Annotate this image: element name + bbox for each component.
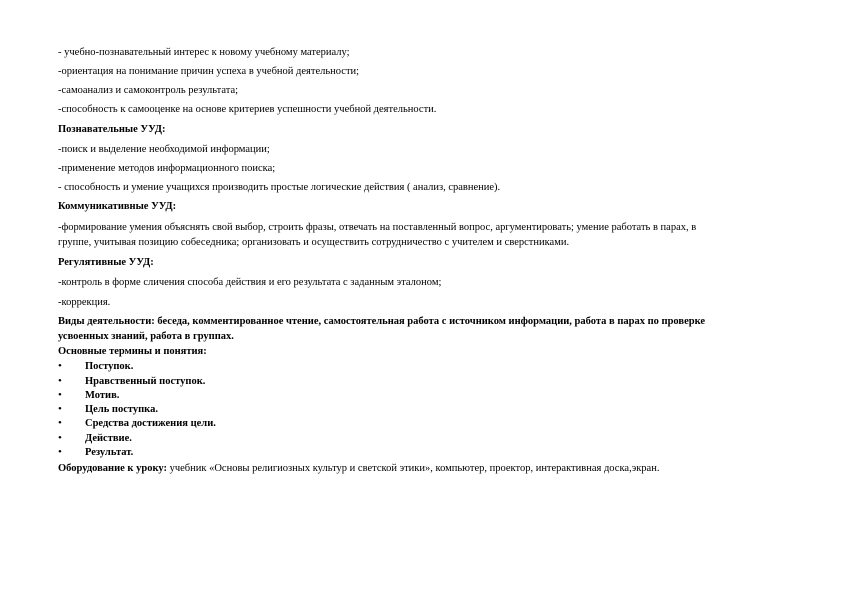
regulative-heading: Регулятивные УУД: [58, 257, 154, 268]
cognitive-line-3: - способность и умение учащихся производить простые логические действия ( анализ, сравнение). [58, 182, 501, 193]
cognitive-line-1: -поиск и выделение необходимой информации; [58, 144, 270, 155]
personal-line-1: - учебно-познавательный интерес к новому учебному материалу; [58, 47, 350, 58]
activities-line-1: Виды деятельности: беседа, комментированное чтение, самостоятельная работа с источником информации, работа в парах по проверке [58, 316, 706, 327]
bullet: • [58, 446, 62, 458]
activities-line-2: усвоенных знаний, работа в группах. [58, 331, 234, 342]
bullet: • [58, 403, 62, 415]
communicative-heading: Коммуникативные УУД: [58, 201, 177, 212]
term-item-3: Мотив. [85, 390, 120, 401]
regulative-line-1: -контроль в форме сличения способа действия и его результата с заданным эталоном; [58, 277, 442, 288]
term-item-4: Цель поступка. [85, 404, 158, 415]
personal-line-3: -самоанализ и самоконтроль результата; [58, 85, 239, 96]
term-item-1: Поступок. [85, 361, 134, 372]
term-item-5: Средства достижения цели. [85, 418, 216, 429]
equipment-text: учебник «Основы религиозных культур и светской этики», компьютер, проектор, интерактивная доска,экран. [166, 463, 660, 474]
terms-heading: Основные термины и понятия: [58, 346, 207, 357]
term-item-7: Результат. [85, 447, 134, 458]
bullet: • [58, 360, 62, 372]
term-item-2: Нравственный поступок. [85, 376, 206, 387]
term-item-6: Действие. [85, 433, 132, 444]
regulative-line-2: -коррекция. [58, 297, 111, 308]
communicative-line-1: -формирование умения объяснять свой выбор, строить фразы, отвечать на поставленный вопрос, аргументировать; умение работать в парах, в [58, 222, 697, 233]
cognitive-heading: Познавательные УУД: [58, 124, 166, 135]
bullet: • [58, 389, 62, 401]
cognitive-line-2: -применение методов информационного поиска; [58, 163, 276, 174]
personal-line-2: -ориентация на понимание причин успеха в учебной деятельности; [58, 66, 360, 77]
equipment-label: Оборудование к уроку: [58, 463, 167, 474]
bullet: • [58, 432, 62, 444]
communicative-line-2: группе, учитывая позицию собеседника; организовать и осуществить сотрудничество с учителем и сверстниками. [58, 237, 570, 248]
bullet: • [58, 375, 62, 387]
bullet: • [58, 417, 62, 429]
personal-line-4: -способность к самооценке на основе критериев успешности учебной деятельности. [58, 104, 437, 115]
equipment-line [58, 462, 659, 475]
